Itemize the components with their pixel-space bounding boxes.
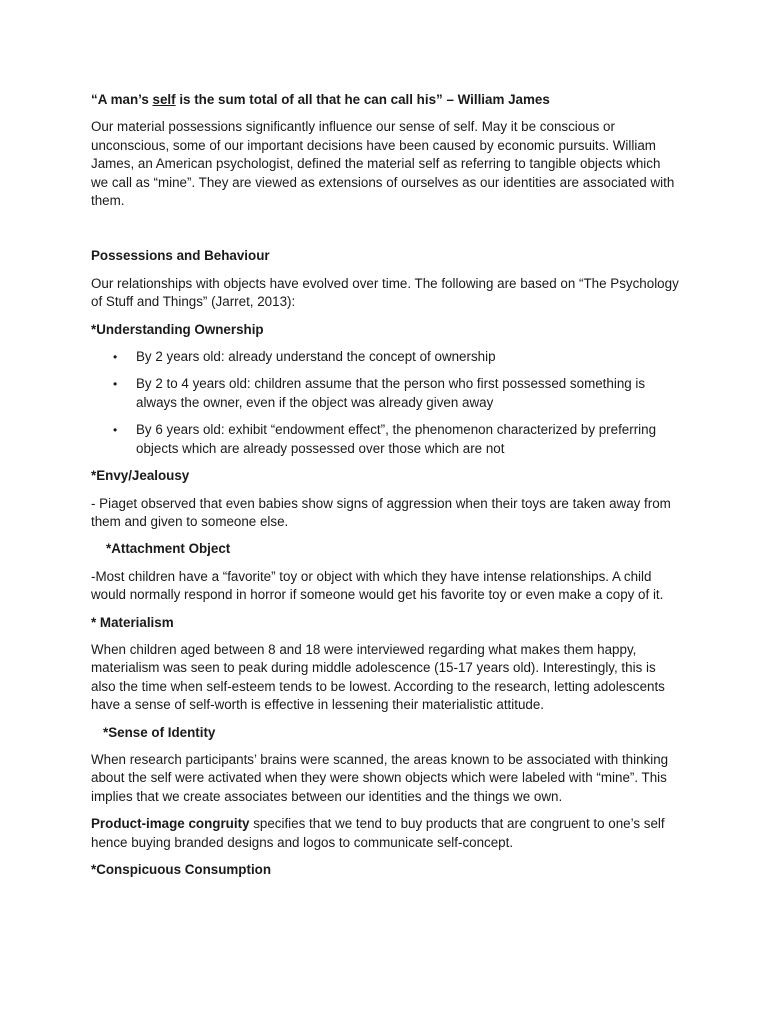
envy-paragraph: - Piaget observed that even babies show signs of aggression when their toys are taken away from them and given to someone else.: [91, 495, 671, 529]
possessions-paragraph: Our relationships with objects have evolved over time. The following are based on “The Psychology of Stuff and Things” (Jarret, 2013):: [91, 275, 679, 310]
heading-attachment-object: *Attachment Object: [106, 541, 231, 557]
attachment-paragraph: -Most children have a “favorite” toy or object with which they have intense relationships. A child would normally respond in horror if someone would get his favorite toy or even make a copy of it.: [91, 568, 664, 603]
bullet-icon: •: [113, 423, 118, 438]
list-item: [91, 421, 681, 458]
list-item-text: By 2 to 4 years old: children assume that the person who first possessed something is always the owner, even if the object was already given away: [136, 376, 646, 410]
congruity-paragraph: [91, 815, 681, 852]
heading-understanding-ownership: *Understanding Ownership: [91, 321, 264, 337]
quote-start: “A man’s: [91, 92, 153, 107]
heading-conspicuous-consumption: *Conspicuous Consumption: [91, 862, 272, 877]
congruity-term: Product-image congruity: [91, 816, 250, 832]
document-body: [91, 91, 681, 888]
list-item: [91, 375, 681, 412]
heading-envy-jealousy: *Envy/Jealousy: [91, 468, 190, 484]
ownership-bullet-list: [91, 348, 681, 458]
quote-underlined-word: self: [152, 92, 176, 107]
list-item: [91, 348, 681, 366]
heading-materialism: * Materialism: [91, 614, 174, 630]
quote-end: is the sum total of all that he can call his” – William James: [175, 92, 550, 107]
intro-paragraph: Our material possessions significantly influence our sense of self. May it be conscious or unconscious, some of our important decisions have been caused by economic pursuits. William James, an American psychologist, defined the material self as referring to tangible objects which we call as “mine”. They are viewed as extensions of ourselves as our identities are associated with them.: [91, 119, 675, 209]
list-item-text: By 2 years old: already understand the concept of ownership: [136, 349, 496, 365]
congruity-text: specifies that we tend to buy products that are congruent to one’s self hence buying branded designs and logos to communicate self-concept.: [91, 816, 665, 850]
heading-possessions-behaviour: Possessions and Behaviour: [91, 248, 270, 264]
list-item-text: By 6 years old: exhibit “endowment effect”, the phenomenon characterized by preferring objects which are already possessed over those which are not: [136, 422, 657, 456]
heading-sense-of-identity: *Sense of Identity: [103, 724, 216, 740]
materialism-paragraph: When children aged between 8 and 18 were interviewed regarding what makes them happy, materialism was seen to peak during middle adolescence (15-17 years old). Interestingly, this is also the time when self-esteem tends to be lowest. According to the research, letting adolescents have a sense of self-worth is effective in lessening their materialistic attitude.: [91, 641, 665, 713]
bullet-icon: •: [113, 350, 118, 365]
identity-paragraph: When research participants’ brains were scanned, the areas known to be associated with thinking about the self were activated when they were shown objects which were labeled with “mine”. This implies that we create associates between our identities and the things we own.: [91, 751, 669, 804]
bullet-icon: •: [113, 377, 118, 392]
opening-quote: [91, 91, 681, 109]
